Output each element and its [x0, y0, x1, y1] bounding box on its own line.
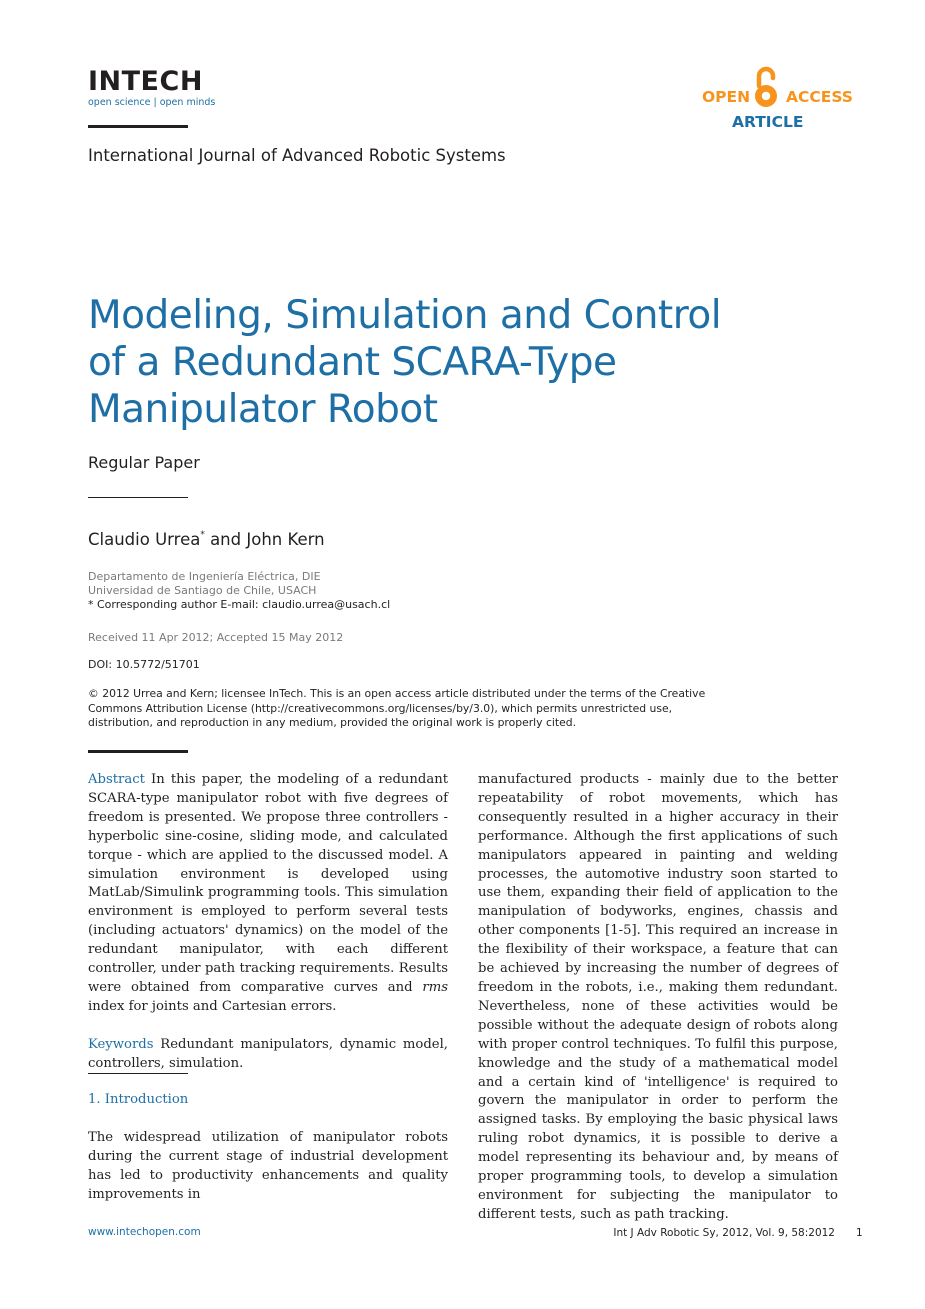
abstract — [88, 771, 448, 1017]
author-first: Claudio Urrea — [88, 530, 201, 549]
received-accepted-dates: Received 11 Apr 2012; Accepted 15 May 2012 — [88, 631, 344, 644]
publisher-tagline: open science | open minds — [88, 97, 216, 108]
abstract-label: Abstract — [88, 772, 145, 787]
author-rest: and John Kern — [204, 530, 325, 549]
right-column — [478, 771, 838, 1225]
open-access-badge — [700, 64, 853, 134]
footer-website-link[interactable]: www.intechopen.com — [88, 1226, 201, 1238]
paper-title-line: of a Redundant SCARA-Type — [88, 340, 617, 385]
keywords — [88, 1036, 448, 1074]
paper-title-line: Manipulator Robot — [88, 387, 438, 432]
affiliation — [88, 570, 390, 612]
abstract-text-end: index for joints and Cartesian errors. — [88, 998, 337, 1014]
paper-type: Regular Paper — [88, 453, 200, 472]
front-matter-divider — [88, 750, 188, 753]
left-column — [88, 771, 448, 1074]
license-statement: © 2012 Urrea and Kern; licensee InTech. This is an open access article distributed under the terms of the Creative Commons Attribution License (http://creativecommons.org/licenses/by/3.0), which permits unrestricted use, distribution, and reproduction in any medium, provided the original work is properly cited. — [88, 687, 706, 729]
keywords-text: Redundant manipulators, dynamic model, controllers, simulation. — [88, 1036, 448, 1071]
logo-divider — [88, 125, 188, 128]
corresponding-marker: * — [200, 530, 205, 540]
open-access-access-label: ACCESS — [786, 88, 853, 106]
publisher-logo: INTECH — [88, 66, 203, 97]
right-column-paragraph: manufactured products - mainly due to the better repeatability of robot movements, which has consequently resulted in a higher accuracy in their performance. Although the first applications of such manipulators appeared in painting and welding processes, the automotive industry soon started to use them, expanding their field of application to the manipulation of bodyworks, engines, chassis and other components [1-5]. This required an increase in the flexibility of their workspace, a feature that can be achieved by increasing the number of degrees of freedom in the robots, i.e., making them redundant. Nevertheless, none of these activities would be possible without the adequate design of robots along with proper control techniques. To fulfil this purpose, knowledge and the study of a mathematical model and a certain kind of 'intelligence' is required to govern the manipulator in order to perform the assigned tasks. By employing the basic physical laws ruling robot dynamics, it is possible to derive a model representing its behaviour and, by means of proper programming tools, to develop a simulation environment for subjecting the manipulator to different tests, such as path tracking. — [478, 772, 838, 1222]
footer-citation: Int J Adv Robotic Sy, 2012, Vol. 9, 58:2012 — [613, 1227, 835, 1239]
doi: DOI: 10.5772/51701 — [88, 658, 200, 671]
introduction-paragraph: The widespread utilization of manipulator robots during the current stage of industrial development has led to productivity enhancements and quality improvements in — [88, 1130, 448, 1202]
journal-name: International Journal of Advanced Robotic Systems — [88, 146, 506, 165]
open-access-article-label: ARTICLE — [732, 113, 804, 131]
affiliation-department: Departamento de Ingeniería Eléctrica, DIE — [88, 570, 321, 583]
title-divider — [88, 497, 188, 498]
section-heading-introduction: 1. Introduction — [88, 1092, 189, 1107]
corresponding-author-email: * Corresponding author E-mail: claudio.urrea@usach.cl — [88, 598, 391, 611]
keywords-label: Keywords — [88, 1036, 154, 1052]
paper-title-line: Modeling, Simulation and Control — [88, 293, 722, 338]
affiliation-university: Universidad de Santiago de Chile, USACH — [88, 584, 317, 597]
open-lock-icon — [751, 66, 781, 110]
open-access-open-label: OPEN — [702, 88, 751, 106]
authors — [88, 530, 325, 549]
abstract-rms: rms — [422, 979, 448, 995]
paper-title — [88, 292, 788, 433]
abstract-text: In this paper, the modeling of a redundant SCARA-type manipulator robot with five degrees of freedom is presented. We propose three controllers - hyperbolic sine-cosine, sliding mode, and calculated torque - which are applied to the discussed model. A simulation environment is developed using MatLab/Simulink programming tools. This simulation environment is employed to perform several tests (including actuators' dynamics) on the model of the redundant manipulator, with each different controller, under path tracking requirements. Results were obtained from comparative curves and — [88, 772, 448, 995]
page-number: 1 — [856, 1227, 863, 1239]
section-divider — [88, 1073, 188, 1074]
